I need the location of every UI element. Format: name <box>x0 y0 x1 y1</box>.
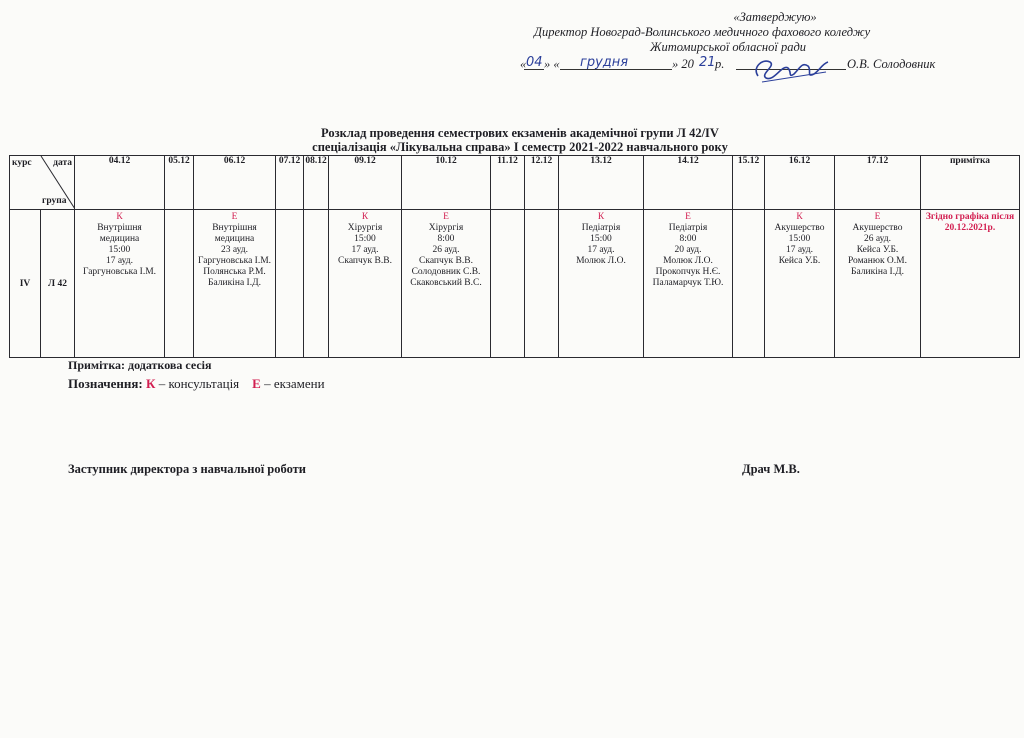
cell-line: Скаковський В.С. <box>410 278 482 288</box>
cell-line: Гаргуновська І.М. <box>82 267 157 277</box>
cell-line: 26 ауд. <box>432 245 460 255</box>
approval-heading: «Затверджую» <box>733 10 817 24</box>
cell-line: Баликіна І.Д. <box>851 267 904 277</box>
legend-e-code: Е <box>252 376 261 391</box>
cell-line: Хірургія <box>428 223 464 233</box>
day-cell-empty <box>491 210 525 358</box>
day-cell-empty <box>733 210 765 358</box>
cell-line: Солодовник С.В. <box>411 267 481 277</box>
date-mid-quote: » « <box>544 57 560 71</box>
day-cell <box>402 210 491 358</box>
cell-line: Гаргуновська І.М. <box>197 256 272 266</box>
header-date: 07.12 <box>276 156 304 210</box>
cell-line: 17 ауд. <box>786 245 813 255</box>
cell-line: Молюк Л.О. <box>576 256 626 266</box>
cell-line: Прокопчук Н.Є. <box>655 267 721 277</box>
corner-cell <box>10 156 75 210</box>
legend-e-text: – екзамени <box>264 376 325 391</box>
day-cell <box>765 210 835 358</box>
day-cell-empty <box>525 210 559 358</box>
header-date: 05.12 <box>165 156 194 210</box>
day-cell <box>75 210 165 358</box>
day-cell <box>559 210 644 358</box>
title-line-2: спеціалізація «Лікувальна справа» І семестр 2021-2022 навчального року <box>312 140 728 154</box>
day-cell <box>644 210 733 358</box>
cell-line: Баликіна І.Д. <box>208 278 261 288</box>
cell-line: 8:00 <box>437 234 455 244</box>
cell-line: 17 ауд. <box>106 256 133 266</box>
cell-line: 17 ауд. <box>351 245 379 255</box>
day-cell <box>835 210 921 358</box>
header-date: 09.12 <box>329 156 402 210</box>
exam-mark: Е <box>874 212 881 222</box>
header-date: 06.12 <box>194 156 276 210</box>
header-date: 15.12 <box>733 156 765 210</box>
cell-line: Скапчук В.В. <box>338 256 392 266</box>
cell-line: Кейса У.Б. <box>856 245 899 255</box>
header-kurs: курс <box>12 158 32 168</box>
header-date: 08.12 <box>304 156 329 210</box>
legend-label: Позначення: <box>68 376 143 391</box>
header-row <box>10 156 1020 210</box>
date-year-suffix: р. <box>715 57 725 71</box>
header-date: 17.12 <box>835 156 921 210</box>
document-title <box>180 126 860 154</box>
cell-line: медицина <box>99 234 140 244</box>
exam-mark: Е <box>231 212 238 222</box>
cell-line: Паламарчук Т.Ю. <box>652 278 724 288</box>
exam-mark: Е <box>443 212 449 222</box>
legend <box>68 376 325 392</box>
day-cell-empty <box>276 210 304 358</box>
exam-mark: Е <box>685 212 691 222</box>
header-note: примітка <box>921 156 1020 210</box>
cell-line: Акушерство <box>774 223 825 233</box>
cell-line: 17 ауд. <box>587 245 615 255</box>
cell-line: 15:00 <box>788 234 811 244</box>
header-date: 11.12 <box>491 156 525 210</box>
cell-line: 15:00 <box>354 234 376 244</box>
cell-line: Хірургія <box>347 223 383 233</box>
kurs-cell: ІV <box>10 210 41 358</box>
date-day: 04 <box>526 55 543 70</box>
cell-line: 20 ауд. <box>674 245 702 255</box>
title-line-1: Розклад проведення семестрових екзаменів академічної групи Л 42/ІV <box>321 126 719 140</box>
cell-line: 23 ауд. <box>221 245 248 255</box>
exam-mark: К <box>116 212 123 222</box>
cell-line: Внутрішня <box>212 223 257 233</box>
approval-director-position: Директор Новоград-Волинського медичного фахового коледжу <box>534 25 871 39</box>
day-cell <box>329 210 402 358</box>
header-grupa: група <box>42 196 67 206</box>
exam-mark: К <box>597 212 605 222</box>
cell-line: Молюк Л.О. <box>663 256 713 266</box>
date-year-hw: 21 <box>699 55 716 70</box>
header-date: 16.12 <box>765 156 835 210</box>
day-cell-empty <box>165 210 194 358</box>
header-date: 12.12 <box>525 156 559 210</box>
deputy-title: Заступник директора з навчальної роботи <box>68 462 307 476</box>
group-cell: Л 42 <box>41 210 75 358</box>
header-date: 13.12 <box>559 156 644 210</box>
date-year-prefix: » 20 <box>672 57 694 71</box>
additional-session-note: Примітка: додаткова сесія <box>68 358 212 372</box>
deputy-name: Драч М.В. <box>742 462 800 476</box>
exam-mark: К <box>796 212 803 222</box>
exam-mark: К <box>361 212 369 222</box>
exam-schedule-table <box>9 155 1020 358</box>
group-row <box>10 210 1020 358</box>
cell-line: Кейса У.Б. <box>778 256 821 266</box>
cell-line: 26 ауд. <box>864 234 891 244</box>
cell-line: Педіатрія <box>581 223 621 233</box>
header-date: 10.12 <box>402 156 491 210</box>
header-data: дата <box>53 158 72 168</box>
day-cell-empty <box>304 210 329 358</box>
header-date: 14.12 <box>644 156 733 210</box>
director-name: О.В. Солодовник <box>847 57 936 71</box>
day-cell <box>194 210 276 358</box>
cell-line: Внутрішня <box>97 223 142 233</box>
note-cell: Згідно графіка після 20.12.2021р. <box>921 210 1020 358</box>
cell-line: Акушерство <box>852 223 903 233</box>
legend-k-text: – консультація <box>158 376 240 391</box>
date-month: грудня <box>580 55 629 70</box>
cell-line: 15:00 <box>590 234 612 244</box>
header-date: 04.12 <box>75 156 165 210</box>
date-open-quote: « <box>520 57 527 71</box>
cell-line: Романюк О.М. <box>847 256 907 266</box>
cell-line: Полянська Р.М. <box>203 267 266 277</box>
director-signature <box>748 54 832 86</box>
cell-line: Скапчук В.В. <box>419 256 473 266</box>
cell-line: медицина <box>214 234 255 244</box>
approval-council: Житомирської обласної ради <box>650 40 807 54</box>
cell-line: 8:00 <box>679 234 697 244</box>
cell-line: 15:00 <box>108 245 131 255</box>
legend-k-code: К <box>146 376 156 391</box>
cell-line: Педіатрія <box>668 223 708 233</box>
